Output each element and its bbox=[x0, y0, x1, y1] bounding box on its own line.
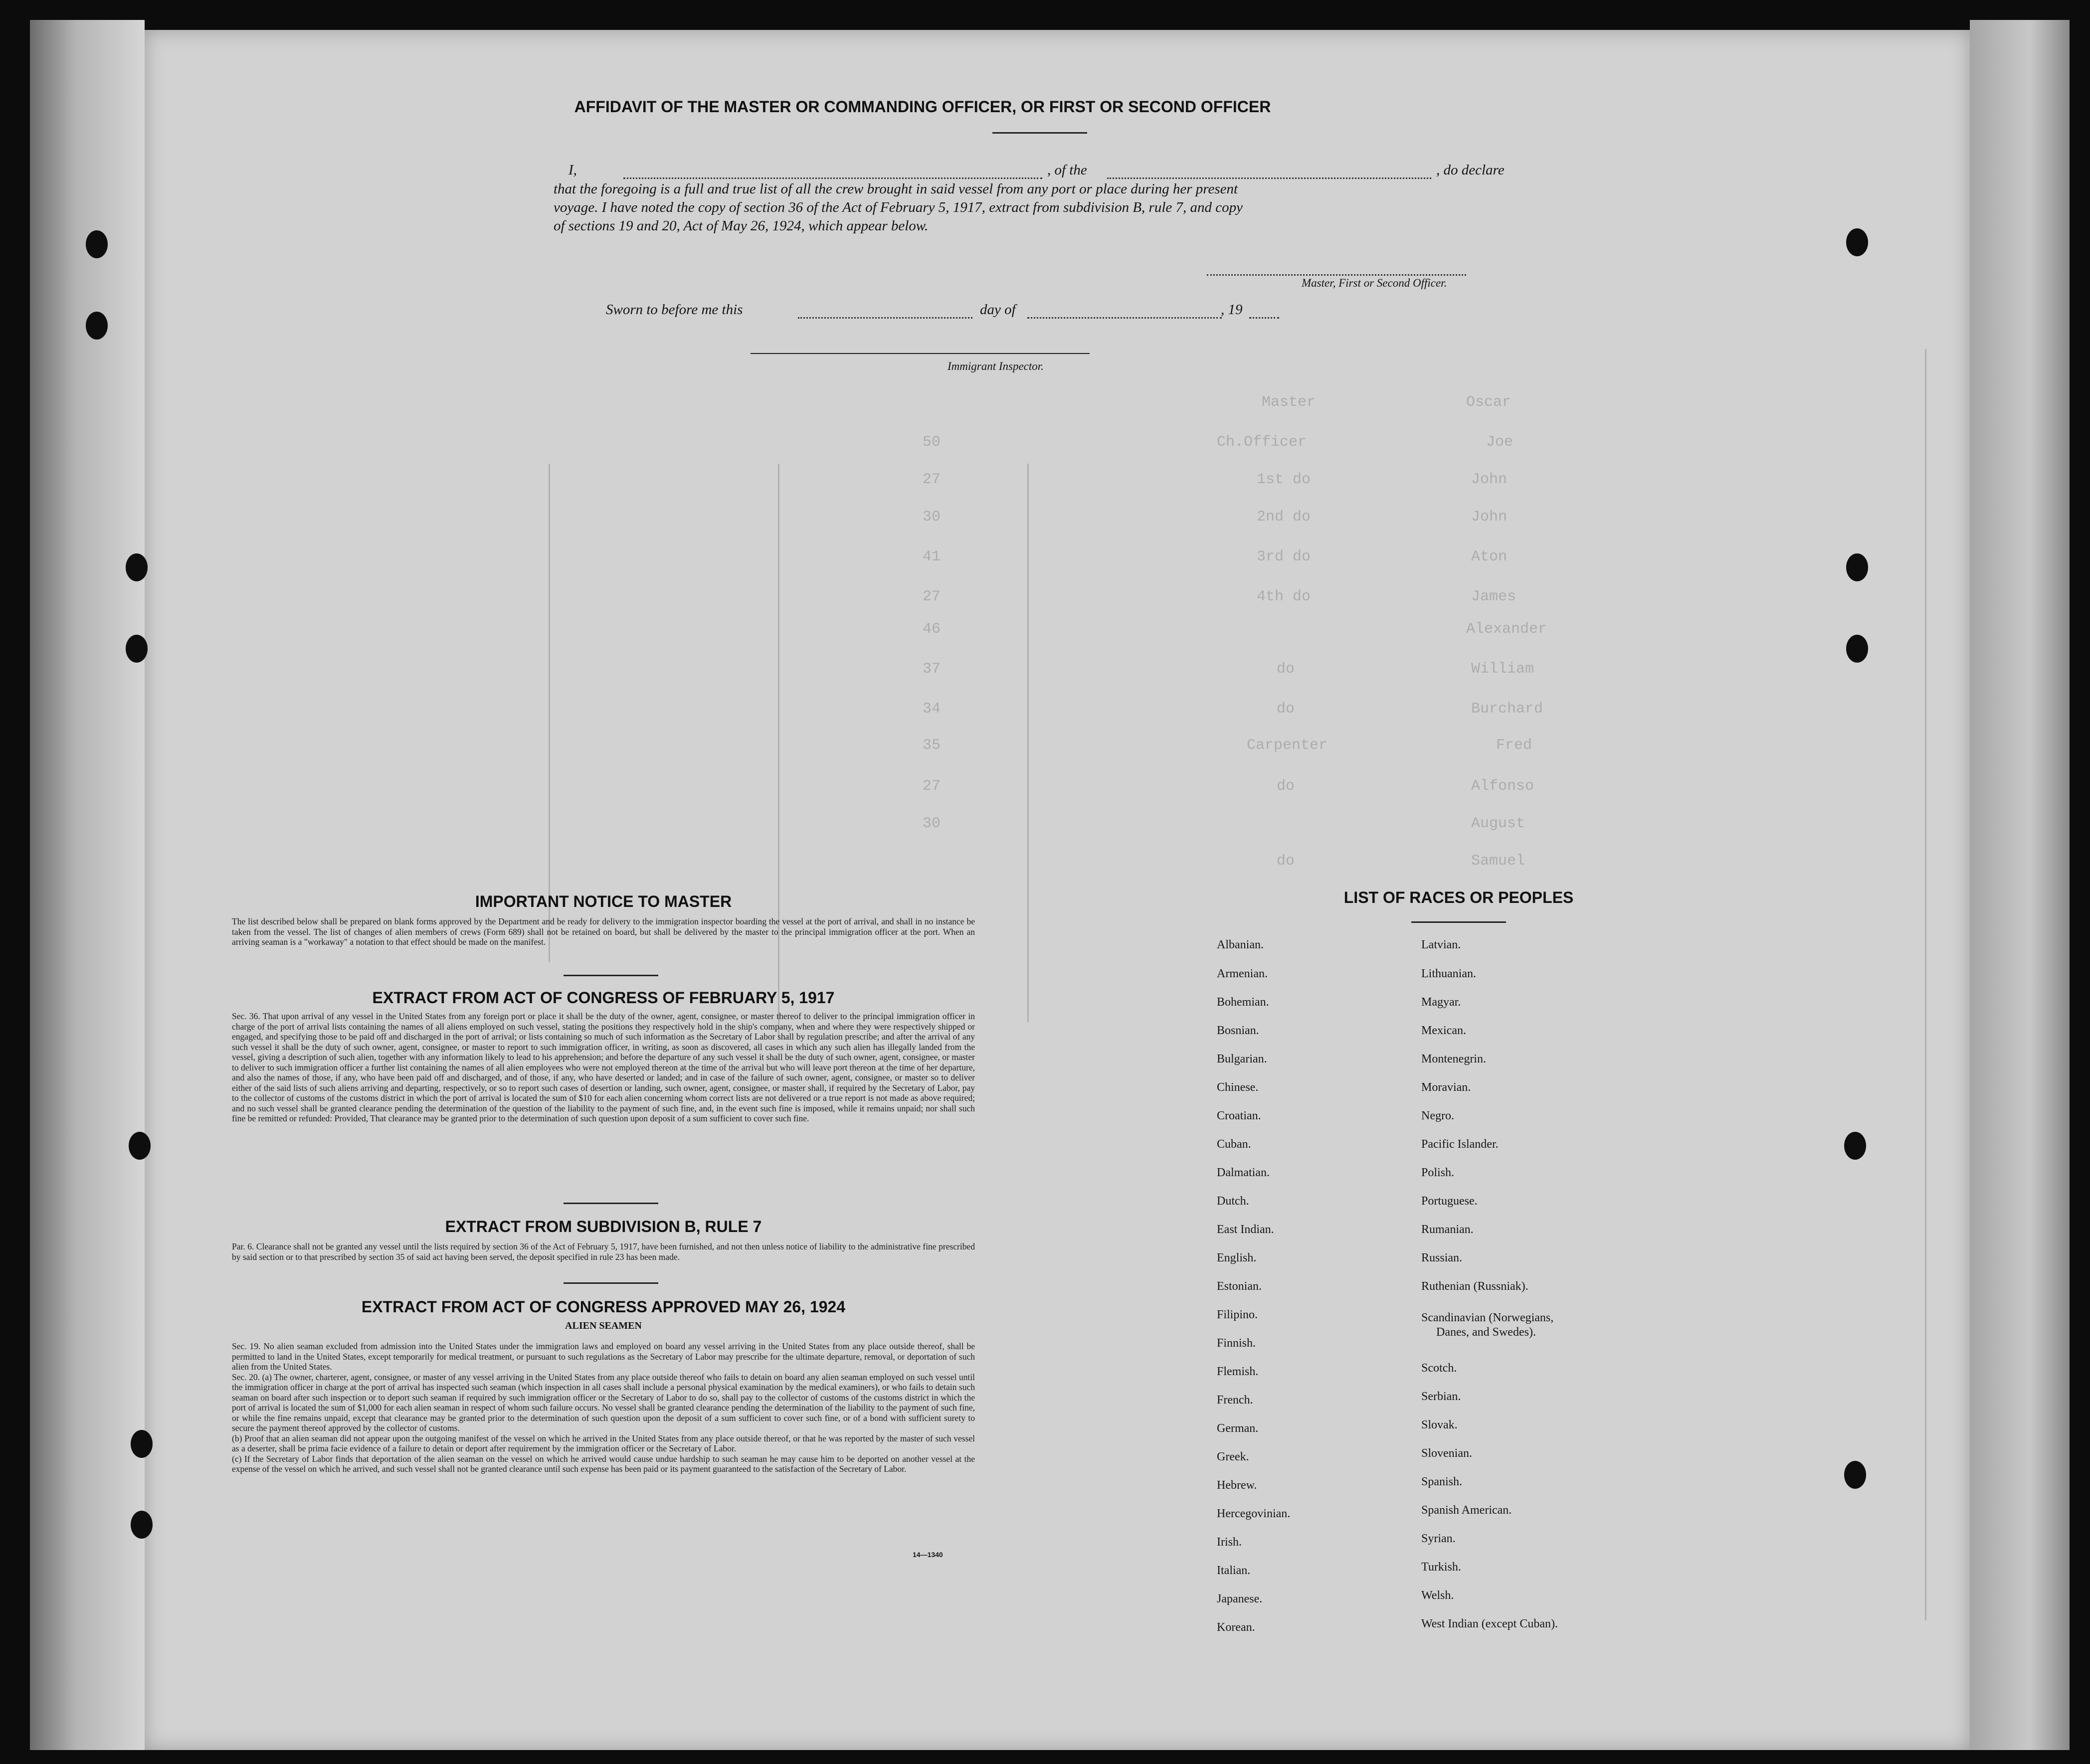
punch-hole bbox=[1846, 228, 1868, 256]
ghost-name: Samuel bbox=[1471, 853, 1525, 870]
race-item: Scotch. bbox=[1421, 1362, 1457, 1375]
ghost-name: August bbox=[1471, 815, 1525, 832]
ghost-age: 37 bbox=[923, 661, 941, 678]
race-item: Dutch. bbox=[1217, 1195, 1249, 1208]
race-item: Spanish American. bbox=[1421, 1504, 1512, 1517]
ghost-rank: do bbox=[1277, 701, 1295, 717]
race-item: Portuguese. bbox=[1421, 1195, 1478, 1208]
ghost-rank: 2nd do bbox=[1257, 509, 1311, 526]
sworn-day-field[interactable] bbox=[798, 303, 972, 319]
race-item: Slovak. bbox=[1421, 1418, 1458, 1431]
ghost-age: 50 bbox=[923, 434, 941, 451]
ghost-age: 35 bbox=[923, 737, 941, 754]
ghost-age: 30 bbox=[923, 509, 941, 526]
declarant-prefix: I, bbox=[569, 162, 577, 178]
race-item: Irish. bbox=[1217, 1536, 1242, 1549]
race-item: Albanian. bbox=[1217, 938, 1264, 951]
ghost-age: 27 bbox=[923, 471, 941, 488]
vessel-name-field[interactable] bbox=[1107, 164, 1431, 179]
ghost-age: 30 bbox=[923, 815, 941, 832]
race-item: Finnish. bbox=[1217, 1337, 1256, 1350]
ghost-rank: Ch.Officer bbox=[1217, 434, 1307, 451]
ghost-rank: do bbox=[1277, 853, 1295, 870]
race-item: Magyar. bbox=[1421, 996, 1461, 1009]
affidavit-line-3: voyage. I have noted the copy of section 36 of the Act of February 5, 1917, extract from subdivision B, rule 7, and copy bbox=[554, 199, 1243, 215]
ghost-rank: 3rd do bbox=[1257, 548, 1311, 565]
sworn-month-field[interactable] bbox=[1027, 303, 1222, 319]
race-item: German. bbox=[1217, 1422, 1259, 1435]
master-signature-caption: Master, First or Second Officer. bbox=[1302, 277, 1447, 289]
race-item: Spanish. bbox=[1421, 1475, 1463, 1488]
sec-20c-text: (c) If the Secretary of Labor finds that deportation of the alien seaman on the vessel on which he arrived would cause undue hardship to such seaman he may cause him to be deported on another vessel at the expense of the vessel on which he arrived, and such vessel shall not be granted clearance until such expense has been paid or its payment guaranteed to the satisfaction of the Secretary of Labor. bbox=[232, 1453, 975, 1474]
race-item: East Indian. bbox=[1217, 1223, 1274, 1236]
race-item: Cuban. bbox=[1217, 1138, 1251, 1151]
ghost-age: 46 bbox=[923, 621, 941, 638]
race-item: Negro. bbox=[1421, 1109, 1454, 1122]
race-item: Russian. bbox=[1421, 1251, 1463, 1264]
ghost-rank: 4th do bbox=[1257, 588, 1311, 605]
master-signature-field[interactable] bbox=[1207, 259, 1466, 276]
race-item: French. bbox=[1217, 1394, 1253, 1407]
race-item: Welsh. bbox=[1421, 1589, 1454, 1602]
punch-hole bbox=[86, 230, 108, 258]
race-item: Croatian. bbox=[1217, 1109, 1261, 1122]
race-item: English. bbox=[1217, 1251, 1257, 1264]
race-item: Ruthenian (Russniak). bbox=[1421, 1280, 1528, 1293]
affidavit-line-4: of sections 19 and 20, Act of May 26, 1924, which appear below. bbox=[554, 218, 929, 234]
races-rule bbox=[1411, 921, 1506, 923]
ghost-rank: Master bbox=[1262, 394, 1316, 411]
master-name-field[interactable] bbox=[623, 164, 1042, 179]
punch-hole bbox=[131, 1511, 153, 1539]
race-item: Flemish. bbox=[1217, 1365, 1259, 1378]
ghost-name: Joe bbox=[1486, 434, 1514, 451]
sec-20a-text: Sec. 20. (a) The owner, charterer, agent, consignee, or master of any vessel arriving in the United States from any place outside thereof who fails to detain on board any alien seaman employed on such vessel until the immigration officer in charge at the port of arrival has inspected such seaman (which inspection in all cases shall include a personal physical examination by the medical examiners), or who fails to detain such seaman on board after such inspection or to deport such seaman if required by such immigration officer or the Secretary of Labor to do so, shall pay to the collector of customs of the customs district in which the port of arrival is located the sum of $1,000 for each alien seaman in respect of whom such failure occurs. No vessel shall be granted clearance pending the determination of the liability to the payment of such fine, or while the fine remains unpaid, except that clearance may be granted prior to the determination of such question upon the deposit of a sum sufficient to cover such fine, or of a bond with sufficient surety to secure the payment thereof approved by the collector of customs. bbox=[232, 1372, 975, 1433]
affidavit-line-1 bbox=[569, 162, 577, 178]
ghost-name: John bbox=[1471, 509, 1508, 526]
notice-text: The list described below shall be prepared on blank forms approved by the Department and be ready for delivery to the immigration inspector boarding the vessel at the port of arrival, and shall in no instance be taken from the vessel. The list of changes of alien members of crews (Form 689) shall not be retained on board, but shall be delivered by the master to the principal immigration officer at the port. When an arriving seaman is a "workaway" a notation to that effect should be made on the manifest. bbox=[232, 916, 975, 947]
extract-1924-title: EXTRACT FROM ACT OF CONGRESS APPROVED MAY 26, 1924 bbox=[361, 1298, 846, 1316]
race-item: Scandinavian (Norwegians, bbox=[1421, 1311, 1554, 1324]
race-item: Moravian. bbox=[1421, 1081, 1471, 1094]
ghost-column-rule bbox=[549, 464, 550, 962]
ghost-name: Alexander bbox=[1466, 621, 1547, 638]
punch-hole bbox=[129, 1132, 151, 1160]
race-item: Bohemian. bbox=[1217, 996, 1269, 1009]
race-item: Rumanian. bbox=[1421, 1223, 1474, 1236]
day-of-label: day of bbox=[980, 302, 1016, 318]
sec-19-text: Sec. 19. No alien seaman excluded from admission into the United States under the immigration laws and employed on board any vessel arriving in the United States from any place outside thereof, shall be permitted to land in the United States, except temporarily for medical treatment, or pursuant to such regulations as the Secretary of Labor may prescribe for the ultimate departure, removal, or deportation of such alien from the United States. bbox=[232, 1341, 975, 1372]
punch-hole bbox=[126, 635, 148, 663]
ghost-name: Fred bbox=[1496, 737, 1532, 754]
punch-hole bbox=[126, 553, 148, 581]
ghost-name: Alfonso bbox=[1471, 778, 1534, 795]
race-item: Japanese. bbox=[1217, 1592, 1263, 1605]
section-rule bbox=[564, 975, 658, 976]
ghost-age: 34 bbox=[923, 701, 941, 717]
ghost-age: 27 bbox=[923, 588, 941, 605]
race-item: Lithuanian. bbox=[1421, 967, 1476, 980]
punch-hole bbox=[86, 312, 108, 340]
race-item: Mexican. bbox=[1421, 1024, 1466, 1037]
extract-1924-body bbox=[232, 1341, 975, 1474]
extract-1917-text: Sec. 36. That upon arrival of any vessel in the United States from any foreign port or place it shall be the duty of the owner, agent, consignee, or master thereof to deliver to the principal immigration officer in charge of the port of arrival lists containing the names of all aliens employed on such vessel, stating the positions they respectively hold in the ship's company, when and where they were respectively shipped or engaged, and specifying those to be paid off and discharged in the port of arrival; or lists containing so much of such information as the Secretary of Labor shall by regulation prescribe; and after the arrival of any such vessel it shall be the duty of such owner, agent, consignee, or master to report to such immigration officer, in writing, as soon as discovered, all cases in which any such alien has illegally landed from the vessel, giving a description of such alien, together with any information likely to lead to his apprehension; and before the departure of any such vessel it shall be the duty of such owner, agent, consignee, or master to deliver to such immigration officer a further list containing the names of all alien employees who were not employed thereon at the time of the arrival but who will leave port thereon at the time of her departure, and also the names of those, if any, who have been paid off and discharged, and of those, if any, who have deserted or landed; and in case of the failure of such owner, agent, consignee, or master so to deliver either of the said lists of such aliens arriving and departing, respectively, or so to report such cases of desertion or landing, such owner, agent, consignee, or master shall, if required by the Secretary of Labor, pay to the collector of customs of the customs district in which the port of arrival is located the sum of $10 for each alien concerning whom correct lists are not delivered or a true report is not made as above required; and no such vessel shall be granted clearance pending the determination of the question of the liability to the payment of such fine, and, in the event such fine is imposed, while it remains unpaid; nor shall such fine be remitted or refunded: Provided, That clearance may be granted prior to the determination of such question upon deposit of a sum sufficient to cover such fine. bbox=[232, 1011, 975, 1123]
sec-20b-text: (b) Proof that an alien seaman did not appear upon the outgoing manifest of the vessel on which he arrived in the United States from any place outside thereof, or that he was reported by the master of such vessel as a deserter, shall be prima facie evidence of a failure to detain or deport after requirement by the immigration officer or the Secretary of Labor. bbox=[232, 1433, 975, 1453]
year-label: , 19 bbox=[1221, 302, 1243, 318]
punch-hole bbox=[1844, 1461, 1866, 1489]
section-rule bbox=[564, 1203, 658, 1204]
alien-seamen-subtitle: ALIEN SEAMEN bbox=[565, 1320, 642, 1331]
title-rule bbox=[992, 132, 1087, 134]
race-item: Montenegrin. bbox=[1421, 1053, 1486, 1065]
punch-hole bbox=[1846, 553, 1868, 581]
race-item: Estonian. bbox=[1217, 1280, 1262, 1293]
race-item: Korean. bbox=[1217, 1621, 1255, 1634]
race-item: Hercegovinian. bbox=[1217, 1507, 1291, 1520]
race-item: Slovenian. bbox=[1421, 1447, 1472, 1460]
race-item: Hebrew. bbox=[1217, 1479, 1257, 1492]
left-page-edge bbox=[30, 20, 145, 1750]
race-item: Italian. bbox=[1217, 1564, 1251, 1577]
race-item: West Indian (except Cuban). bbox=[1421, 1617, 1558, 1630]
races-title: LIST OF RACES OR PEOPLES bbox=[1343, 888, 1574, 906]
race-item: Bulgarian. bbox=[1217, 1053, 1267, 1065]
section-rule bbox=[564, 1282, 658, 1284]
race-item: Serbian. bbox=[1421, 1390, 1461, 1403]
extract-1917-title: EXTRACT FROM ACT OF CONGRESS OF FEBRUARY 5, 1917 bbox=[372, 989, 835, 1007]
ghost-rank: do bbox=[1277, 778, 1295, 795]
affidavit-title: AFFIDAVIT OF THE MASTER OR COMMANDING OFFICER, OR FIRST OR SECOND OFFICER bbox=[574, 98, 1271, 116]
ghost-column-rule bbox=[778, 464, 779, 1037]
ghost-age: 27 bbox=[923, 778, 941, 795]
notice-title: IMPORTANT NOTICE TO MASTER bbox=[475, 892, 732, 910]
extract-rule7-title: EXTRACT FROM SUBDIVISION B, RULE 7 bbox=[445, 1218, 762, 1235]
sworn-year-field[interactable] bbox=[1249, 303, 1279, 319]
ghost-column-rule bbox=[1925, 349, 1926, 1620]
do-declare-label: , do declare bbox=[1436, 162, 1505, 178]
ghost-column-rule bbox=[1027, 464, 1029, 1022]
inspector-caption: Immigrant Inspector. bbox=[948, 360, 1044, 372]
inspector-signature-line[interactable] bbox=[751, 353, 1090, 354]
ghost-rank: Carpenter bbox=[1247, 737, 1328, 754]
race-item: Latvian. bbox=[1421, 938, 1461, 951]
ghost-name: Burchard bbox=[1471, 701, 1543, 717]
race-item: Syrian. bbox=[1421, 1532, 1456, 1545]
race-item: Turkish. bbox=[1421, 1561, 1461, 1574]
of-the-label: , of the bbox=[1047, 162, 1087, 178]
race-item: Pacific Islander. bbox=[1421, 1138, 1499, 1151]
ghost-name: Oscar bbox=[1466, 394, 1512, 411]
punch-hole bbox=[1846, 635, 1868, 663]
race-item: Bosnian. bbox=[1217, 1024, 1259, 1037]
sworn-label: Sworn to before me this bbox=[606, 302, 743, 318]
race-item: Polish. bbox=[1421, 1166, 1455, 1179]
right-page-strip bbox=[1970, 20, 2070, 1750]
race-item: Armenian. bbox=[1217, 967, 1268, 980]
ghost-name: William bbox=[1471, 661, 1534, 678]
ghost-age: 41 bbox=[923, 548, 941, 565]
affidavit-line-2: that the foregoing is a full and true list of all the crew brought in said vessel from any port or place during her present bbox=[554, 181, 1238, 197]
ghost-rank: 1st do bbox=[1257, 471, 1311, 488]
punch-hole bbox=[131, 1430, 153, 1458]
race-item: Danes, and Swedes). bbox=[1436, 1326, 1536, 1339]
race-item: Filipino. bbox=[1217, 1308, 1258, 1321]
extract-rule7-text: Par. 6. Clearance shall not be granted any vessel until the lists required by section 36 of the Act of February 5, 1917, have been furnished, and not then unless notice of liability to the administrative fine prescribed by said section or to that prescribed by section 35 of said act having been served, the deposit specified in rule 23 has been made. bbox=[232, 1241, 975, 1262]
ghost-name: James bbox=[1471, 588, 1517, 605]
race-item: Dalmatian. bbox=[1217, 1166, 1270, 1179]
ghost-name: Aton bbox=[1471, 548, 1508, 565]
ghost-rank: do bbox=[1277, 661, 1295, 678]
race-item: Chinese. bbox=[1217, 1081, 1259, 1094]
race-item: Greek. bbox=[1217, 1450, 1249, 1463]
form-number: 14—1340 bbox=[913, 1551, 943, 1559]
ghost-name: John bbox=[1471, 471, 1508, 488]
punch-hole bbox=[1844, 1132, 1866, 1160]
